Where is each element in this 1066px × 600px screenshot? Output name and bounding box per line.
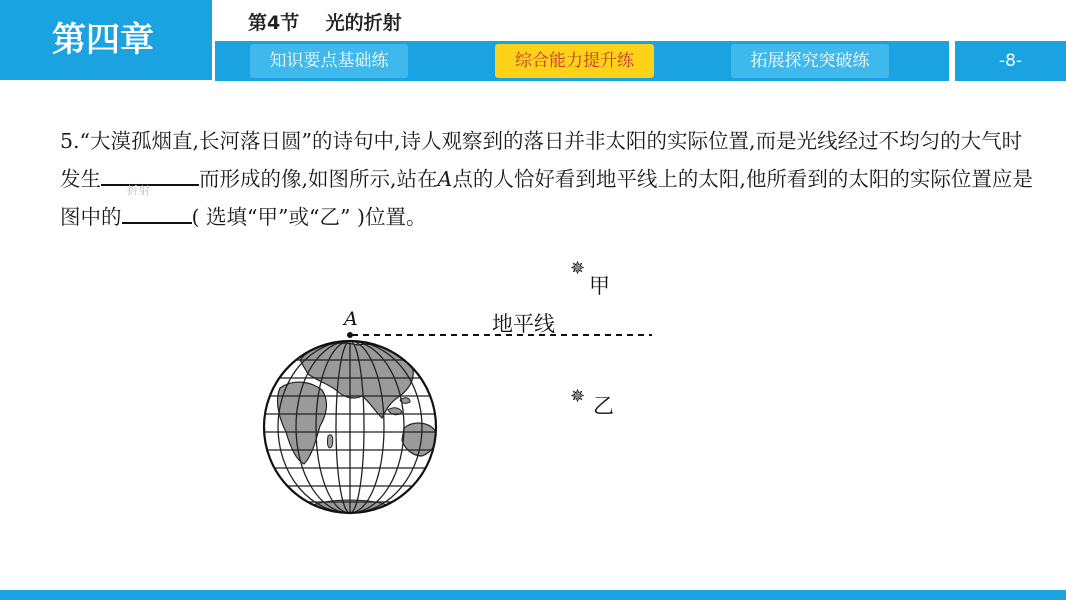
sun-yi-icon: ✵ — [570, 386, 586, 407]
section-title: 第4节 光的折射 — [248, 12, 402, 34]
tab-basic-practice[interactable]: 知识要点基础练 — [250, 44, 408, 78]
question-part2: 而形成的像,如图所示,站在 — [199, 167, 438, 191]
point-a-label: A — [437, 167, 453, 191]
sun-jia-icon: ✵ — [570, 258, 586, 279]
answer-blank-1 — [101, 160, 199, 197]
question-part1: 5.“大漠孤烟直,长河落日圆”的诗句中,诗人观察到的落日并非太阳的实际位置,而是光线经过不均匀的大气时发生 — [60, 129, 1023, 191]
point-a-text: A — [344, 308, 358, 330]
figure — [250, 250, 670, 540]
question-text — [60, 122, 1040, 236]
sun-jia-label: 甲 — [589, 274, 610, 298]
tab-extended-practice[interactable]: 拓展探究突破练 — [731, 44, 889, 78]
question-part3: 点的人恰好看到地平线上的太阳,他所看到的太阳的实际位置应是图中的 — [60, 167, 1033, 229]
blank1-faint-answer: 折射 — [127, 184, 151, 197]
footer-bar — [0, 590, 1066, 600]
tab-comprehensive-practice[interactable]: 综合能力提升练 — [495, 44, 654, 78]
globe-continents — [250, 340, 450, 514]
horizon-text: 地平线 — [492, 312, 555, 336]
sun-yi-label: 乙 — [593, 394, 614, 418]
chapter-title: 第四章 — [0, 0, 212, 80]
page-number: -8- — [955, 41, 1066, 81]
question-part4: ( 选填“甲”或“乙” )位置。 — [191, 205, 427, 229]
